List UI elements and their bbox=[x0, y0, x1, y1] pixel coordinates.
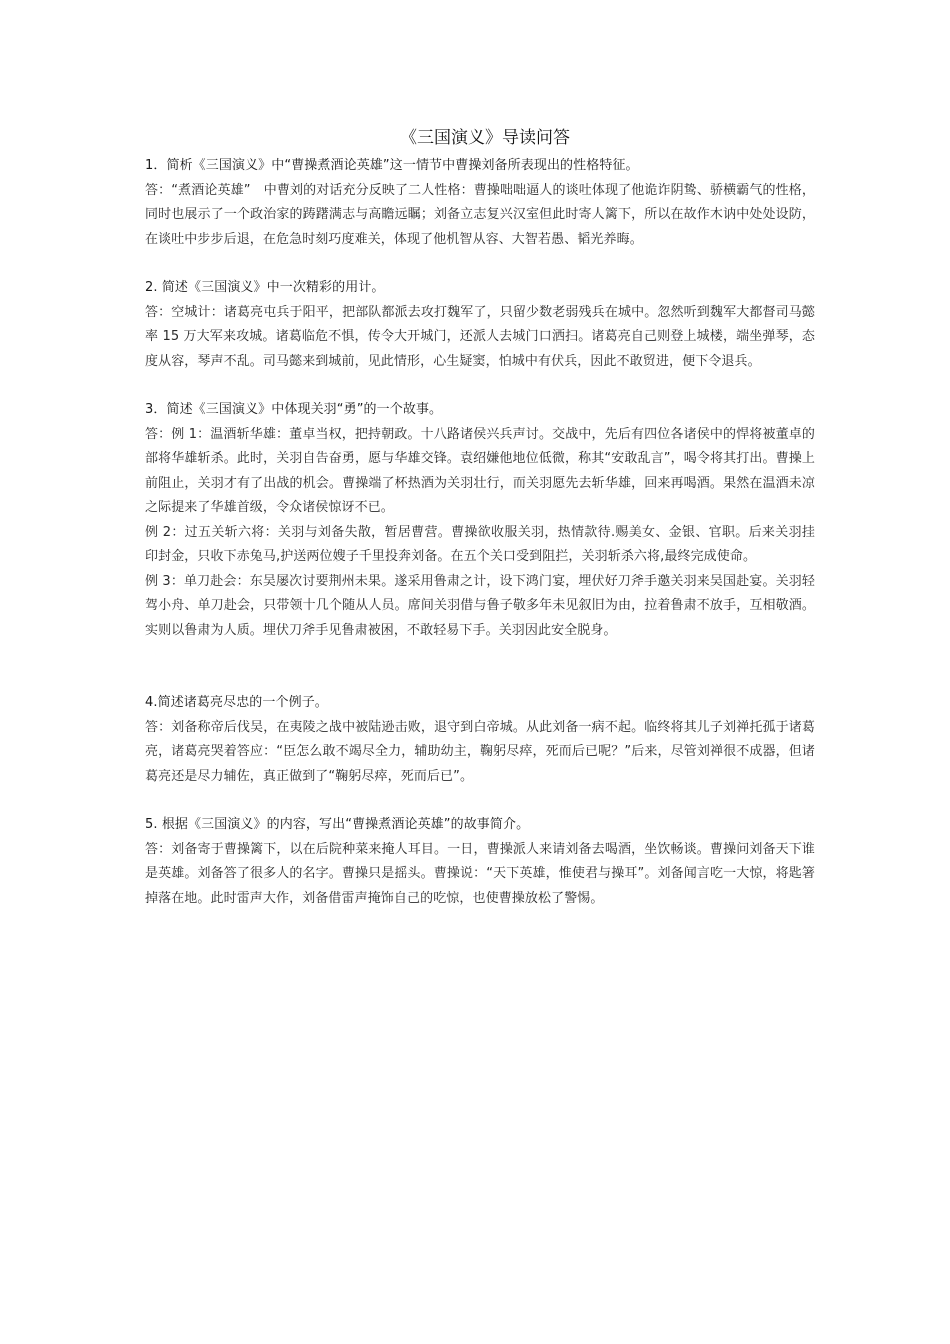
question-3: 3．简述《三国演义》中体现关羽“勇”的一个故事。 bbox=[145, 402, 443, 417]
spacer bbox=[145, 252, 815, 276]
qa-item-4 bbox=[145, 691, 815, 789]
answer-2: 答：空城计：诸葛亮屯兵于阳平，把部队都派去攻打魏军了，只留少数老弱残兵在城中。忽然听到魏军大都督司马懿率 15 万大军来攻城。诸葛临危不惧，传令大开城门，还派人去城门口洒扫。诸葛亮自己则登上城楼，端坐弹琴，态度从容，琴声不乱。司马懿来到城前，见此情形，心生疑窦，怕城中有伏兵，因此不敢贸进，便下令退兵。 bbox=[145, 304, 815, 369]
spacer bbox=[145, 374, 815, 398]
question-4: 4.简述诸葛亮尽忠的一个例子。 bbox=[145, 695, 328, 710]
question-2: 2. 简述《三国演义》中一次精彩的用计。 bbox=[145, 280, 385, 295]
answer-3-example-3: 例 3：单刀赴会：东吴屡次讨要荆州未果。遂采用鲁肃之计，设下鸿门宴，埋伏好刀斧手邀关羽来吴国赴宴。关羽轻驾小舟、单刀赴会，只带领十几个随从人员。席间关羽借与鲁子敬多年未见叙旧为由，拉着鲁肃不放手，互相敬酒。实则以鲁肃为人质。埋伏刀斧手见鲁肃被困，不敢轻易下手。关羽因此安全脱身。 bbox=[145, 573, 815, 638]
answer-5: 答：刘备寄于曹操篱下，以在后院种菜来掩人耳目。一日，曹操派人来请刘备去喝酒，坐饮畅谈。曹操问刘备天下谁是英雄。刘备答了很多人的名字。曹操只是摇头。曹操说：“天下英雄，惟使君与操耳”。刘备闻言吃一大惊，将匙箸掉落在地。此时雷声大作，刘备借雷声掩饰自己的吃惊，也使曹操放松了警惕。 bbox=[145, 841, 815, 906]
spacer bbox=[145, 789, 815, 813]
qa-item-2 bbox=[145, 276, 815, 374]
answer-3-example-2: 例 2：过五关斩六将：关羽与刘备失散，暂居曹营。曹操欲收服关羽，热情款待.赐美女、金银、官职。后来关羽挂印封金，只收下赤兔马,护送两位嫂子千里投奔刘备。在五个关口受到阻拦，关羽斩杀六将,最终完成使命。 bbox=[145, 524, 815, 564]
spacer bbox=[145, 643, 815, 691]
question-5: 5. 根据《三国演义》的内容，写出“曹操煮酒论英雄”的故事简介。 bbox=[145, 817, 530, 832]
document-title: 《三国演义》导读问答 bbox=[400, 128, 570, 148]
question-1: 1．简析《三国演义》中“曹操煮酒论英雄”这一情节中曹操刘备所表现出的性格特征。 bbox=[145, 158, 639, 173]
qa-item-5 bbox=[145, 813, 815, 911]
document-page bbox=[145, 126, 815, 911]
answer-3-example-1: 答：例 1：温酒斩华雄：董卓当权，把持朝政。十八路诸侯兴兵声讨。交战中，先后有四位各诸侯中的悍将被董卓的部将华雄斩杀。此时，关羽自告奋勇，愿与华雄交锋。袁绍嫌他地位低微，称其“安敢乱言”，喝令将其打出。曹操上前阻止，关羽才有了出战的机会。曹操端了杯热酒为关羽壮行，而关羽愿先去斩华雄，回来再喝酒。果然在温酒未凉之际提来了华雄首级，令众诸侯惊讶不已。 bbox=[145, 426, 815, 515]
answer-1: 答：“煮酒论英雄” 中曹刘的对话充分反映了二人性格：曹操咄咄逼人的谈吐体现了他诡诈阴鸷、骄横霸气的性格，同时也展示了一个政治家的踌躇满志与高瞻远瞩；刘备立志复兴汉室但此时寄人篱下，所以在故作木讷中处处设防，在谈吐中步步后退，在危急时刻巧度难关，体现了他机智从容、大智若愚、韬光养晦。 bbox=[145, 182, 815, 247]
qa-item-3 bbox=[145, 398, 815, 643]
answer-4: 答：刘备称帝后伐吴，在夷陵之战中被陆逊击败，退守到白帝城。从此刘备一病不起。临终将其儿子刘禅托孤于诸葛亮，诸葛亮哭着答应：“臣怎么敢不竭尽全力，辅助幼主，鞠躬尽瘁，死而后已呢？”后来，尽管刘禅很不成器，但诸葛亮还是尽力辅佐，真正做到了“鞠躬尽瘁，死而后已”。 bbox=[145, 719, 815, 784]
qa-item-1 bbox=[145, 154, 815, 252]
